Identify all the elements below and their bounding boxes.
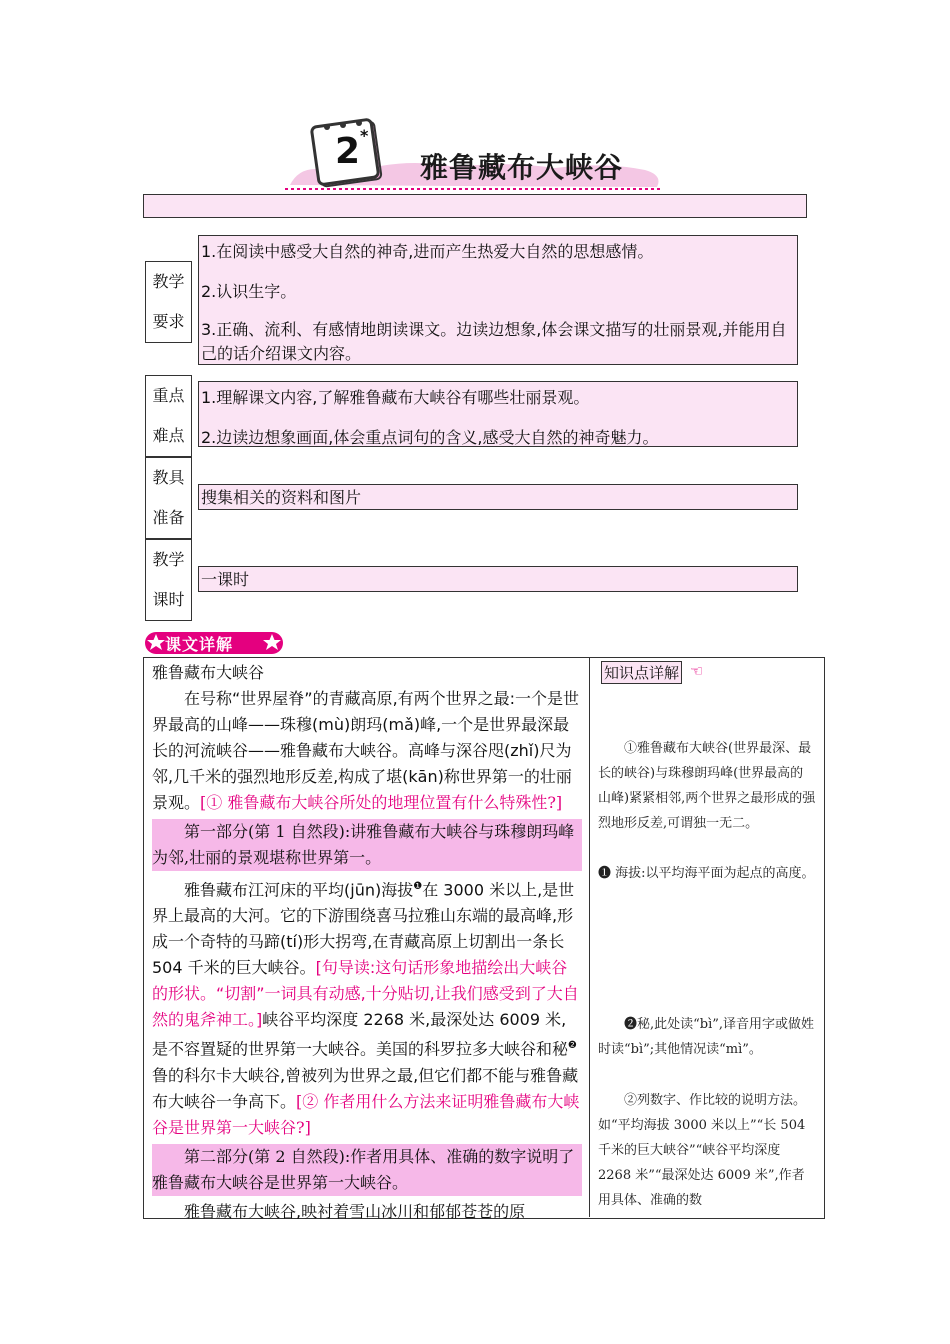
guide-note: [句导读:这句话形象地描绘出大峡谷的形状。“切割”一词具有动感,十分贴切,让我们感受到了大自然的鬼斧神工。] <box>152 958 579 1030</box>
paragraph-3: 雅鲁藏布大峡谷,映衬着雪山冰川和郁郁苍苍的原 <box>184 1201 526 1221</box>
text-heading: 雅鲁藏布大峡谷 <box>152 663 265 682</box>
goal-item: 2.认识生字。 <box>201 282 297 301</box>
paragraph-1: 在号称“世界屋脊”的青藏高原,有两个世界之最:一个是世界最高的山峰——珠穆(mù)朗玛(mǎ)峰,一个是世界最深最长的河流峡谷——雅鲁藏布大峡谷。高峰与深谷咫(zhǐ)尺为邻,几千米的强烈地形反差,构成了堪(kān)称世界第一的壮丽景观。[① 雅鲁藏布大峡谷所处的地理位置有什么特殊性?] <box>152 689 580 812</box>
hours-label: 教学 课时 <box>145 539 192 621</box>
hours-box <box>198 566 798 592</box>
lesson-star: * <box>360 126 369 145</box>
keypoints-box <box>198 381 798 447</box>
paragraph-2: 雅鲁藏布江河床的平均(jūn)海拔$^❶$在 3000 米以上,是世界上最高的大河。它的下游围绕喜马拉雅山东端的最高峰,形成一个奇特的马蹄(tí)形大拐弯,在青藏高原上切割出一条长 504 千米的巨大峡谷。[句导读:这句话形象地描绘出大峡谷的形状。“切割”一词具有动感,十分贴切,让我们感受到了大自然的鬼斧神工。]峡谷平均深度 2268 米,最深处达 6009 米,是不容置疑的世界第一大峡谷。美国的科罗拉多大峡谷和秘$^❷$鲁的科尔卡大峡谷,曾被列为世界之最,但它们都不能与雅鲁藏布大峡谷一争高下。[② 作者用什么方法来证明雅鲁藏布大峡谷是世界第一大峡谷?] <box>152 880 580 1137</box>
goal-item: 1.在阅读中感受大自然的神奇,进而产生热爱大自然的思想感情。 <box>201 242 654 261</box>
text-column <box>152 660 582 1225</box>
summary-part-2: 第二部分(第 2 自然段):作者用具体、准确的数字说明了雅鲁藏布大峡谷是世界第一大峡谷。 <box>152 1144 582 1196</box>
notes-title: 知识点详解 <box>601 661 682 684</box>
section-title: 课文详解 <box>165 635 234 654</box>
question-2: [② 作者用什么方法来证明雅鲁藏布大峡谷是世界第一大峡谷?] <box>152 1091 580 1137</box>
materials-text: 搜集相关的资料和图片 <box>201 488 362 507</box>
footnote-marker-2: ❷ <box>568 1040 577 1052</box>
footnote-marker-1: ❶ <box>413 881 423 892</box>
keypoint-item: 1.理解课文内容,了解雅鲁藏布大峡谷有哪些壮丽景观。 <box>201 388 590 407</box>
summary-part-1: 第一部分(第 1 自然段):讲雅鲁藏布大峡谷与珠穆朗玛峰为邻,壮丽的景观堪称世界第一。 <box>152 819 582 871</box>
keypoint-item: 2.边读边想象画面,体会重点词句的含义,感受大自然的神奇魅力。 <box>201 428 659 447</box>
goals-box <box>198 235 798 365</box>
goals-label: 教学 要求 <box>145 261 192 343</box>
note-1: ①雅鲁藏布大峡谷(世界最深、最长的峡谷)与珠穆朗玛峰(世界最高的山峰)紧紧相邻,两个世界之最形成的强烈地形反差,可谓独一无二。 <box>598 741 816 831</box>
materials-box <box>198 484 798 510</box>
note-4: ②列数字、作比较的说明方法。如“平均海拔 3000 米以上”“长 504 千米的巨大峡谷”“峡谷平均深度 2268 米”“最深处达 6009 米”,作者用具体、准确的数 <box>598 1093 807 1208</box>
note-2: ❶ 海拔:以平均海平面为起点的高度。 <box>598 866 815 881</box>
pointing-hand-icon: ☜ <box>690 662 704 680</box>
goal-item: 3.正确、流利、有感情地朗读课文。边读边想象,体会课文描写的壮丽景观,并能用自己的话介绍课文内容。 <box>201 320 787 363</box>
column-divider <box>589 657 590 1217</box>
note-3: ❷秘,此处读“bì”,译音用字或做姓时读“bì”;其他情况读“mì”。 <box>598 1017 815 1057</box>
hours-text: 一课时 <box>201 570 250 589</box>
lesson-title: 雅鲁藏布大峡谷 <box>420 151 624 184</box>
header-pink-bar <box>143 194 807 218</box>
lesson-number: 2 <box>335 131 361 172</box>
keypoints-label: 重点 难点 <box>145 375 192 457</box>
materials-label: 教具 准备 <box>145 457 192 539</box>
question-1: [① 雅鲁藏布大峡谷所处的地理位置有什么特殊性?] <box>200 793 563 812</box>
